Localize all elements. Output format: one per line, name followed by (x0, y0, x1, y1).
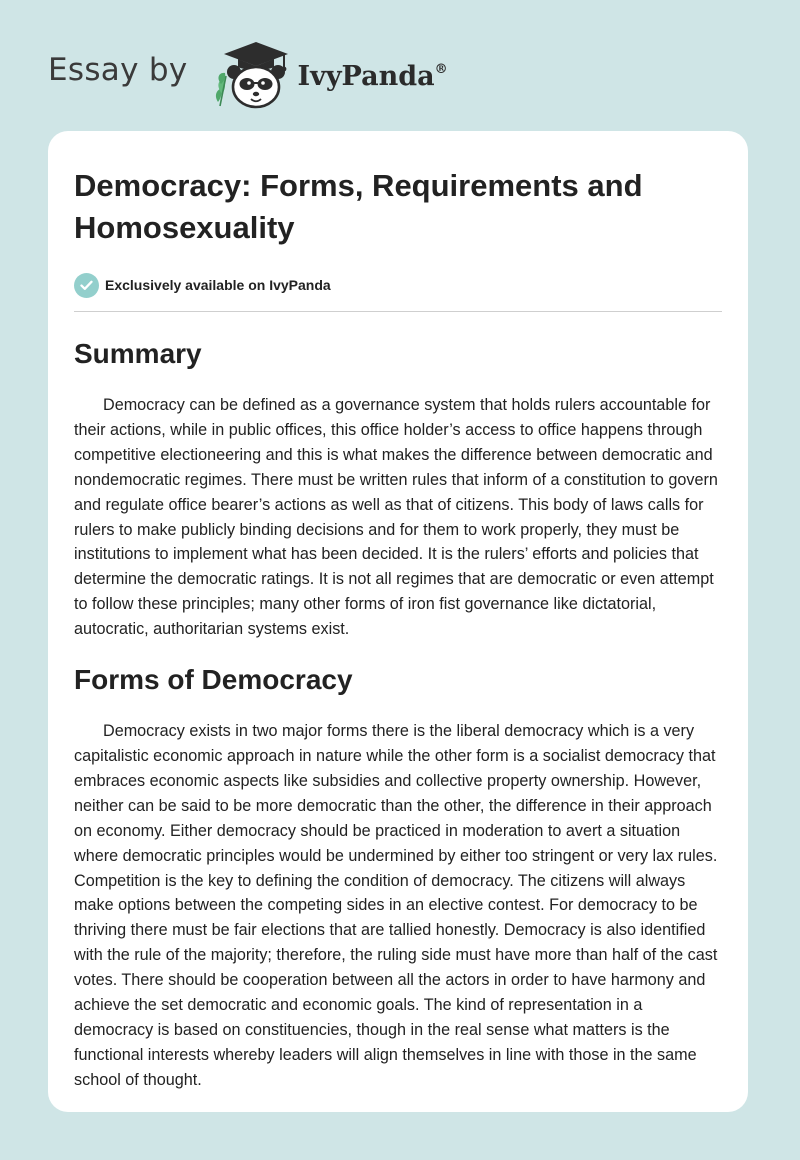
section-paragraph-forms-of-democracy: Democracy exists in two major forms there is the liberal democracy which is a very capitalistic economic approach in nature while the other form is a socialist democracy that embraces economic aspects like subsidies and collective property ownership. However, neither can be said to be more democratic than the other, the difference in their approach on economy. Either democracy should be practiced in moderation to avert a situation where democratic principles would be undermined by either too stringent or very lax rules. Competition is the key to defining the condition of democracy. The citizens will always make options between the competing sides in an elective contest. For democracy to be thriving there must be fair elections that are tallied honestly. Democracy is also identified with the rule of the majority; therefore, the ruling side must have more than half of the cast votes. There should be cooperation between all the actors in order to have harmony and achieve the set democratic and economic goals. The kind of representation in a democracy is based on constituencies, though in the real sense what matters is the functional interests whereby leaders will align themselves in line with those in the same school of thought. (74, 722, 718, 1089)
registered-mark: ® (434, 61, 448, 77)
essay-card (48, 131, 748, 1112)
brand-name[interactable]: IvyPanda® (297, 60, 448, 92)
section-heading-summary: Summary (74, 338, 202, 369)
divider (74, 311, 722, 312)
section-heading-forms-of-democracy: Forms of Democracy (74, 664, 353, 696)
essay-by-label: Essay by (48, 52, 188, 88)
page-title: Democracy: Forms, Requirements and Homosexuality (74, 168, 643, 245)
checkmark-icon (74, 273, 99, 298)
panda-logo-icon[interactable] (204, 36, 296, 112)
exclusive-badge-label: Exclusively available on IvyPanda (105, 277, 331, 293)
section-paragraph-summary: Democracy can be defined as a governance system that holds rulers accountable for their actions, while in public offices, this office holder’s access to office happens through competitive electioneering and this is what makes the difference between democratic and nondemocratic regimes. There must be written rules that inform of a constitution to govern and regulate office bearer’s actions as well as that of citizens. This body of laws calls for rulers to make publicly binding decisions and for them to work properly, they must be institutions to implement what has been decided. It is the rulers’ efforts and policies that determine the democratic ratings. It is not all regimes that are democratic or even attempt to follow these principles; many other forms of iron fist governance like dictatorial, autocratic, authoritarian systems exist. (74, 396, 718, 639)
site-header (48, 36, 448, 112)
exclusive-badge (74, 272, 722, 298)
